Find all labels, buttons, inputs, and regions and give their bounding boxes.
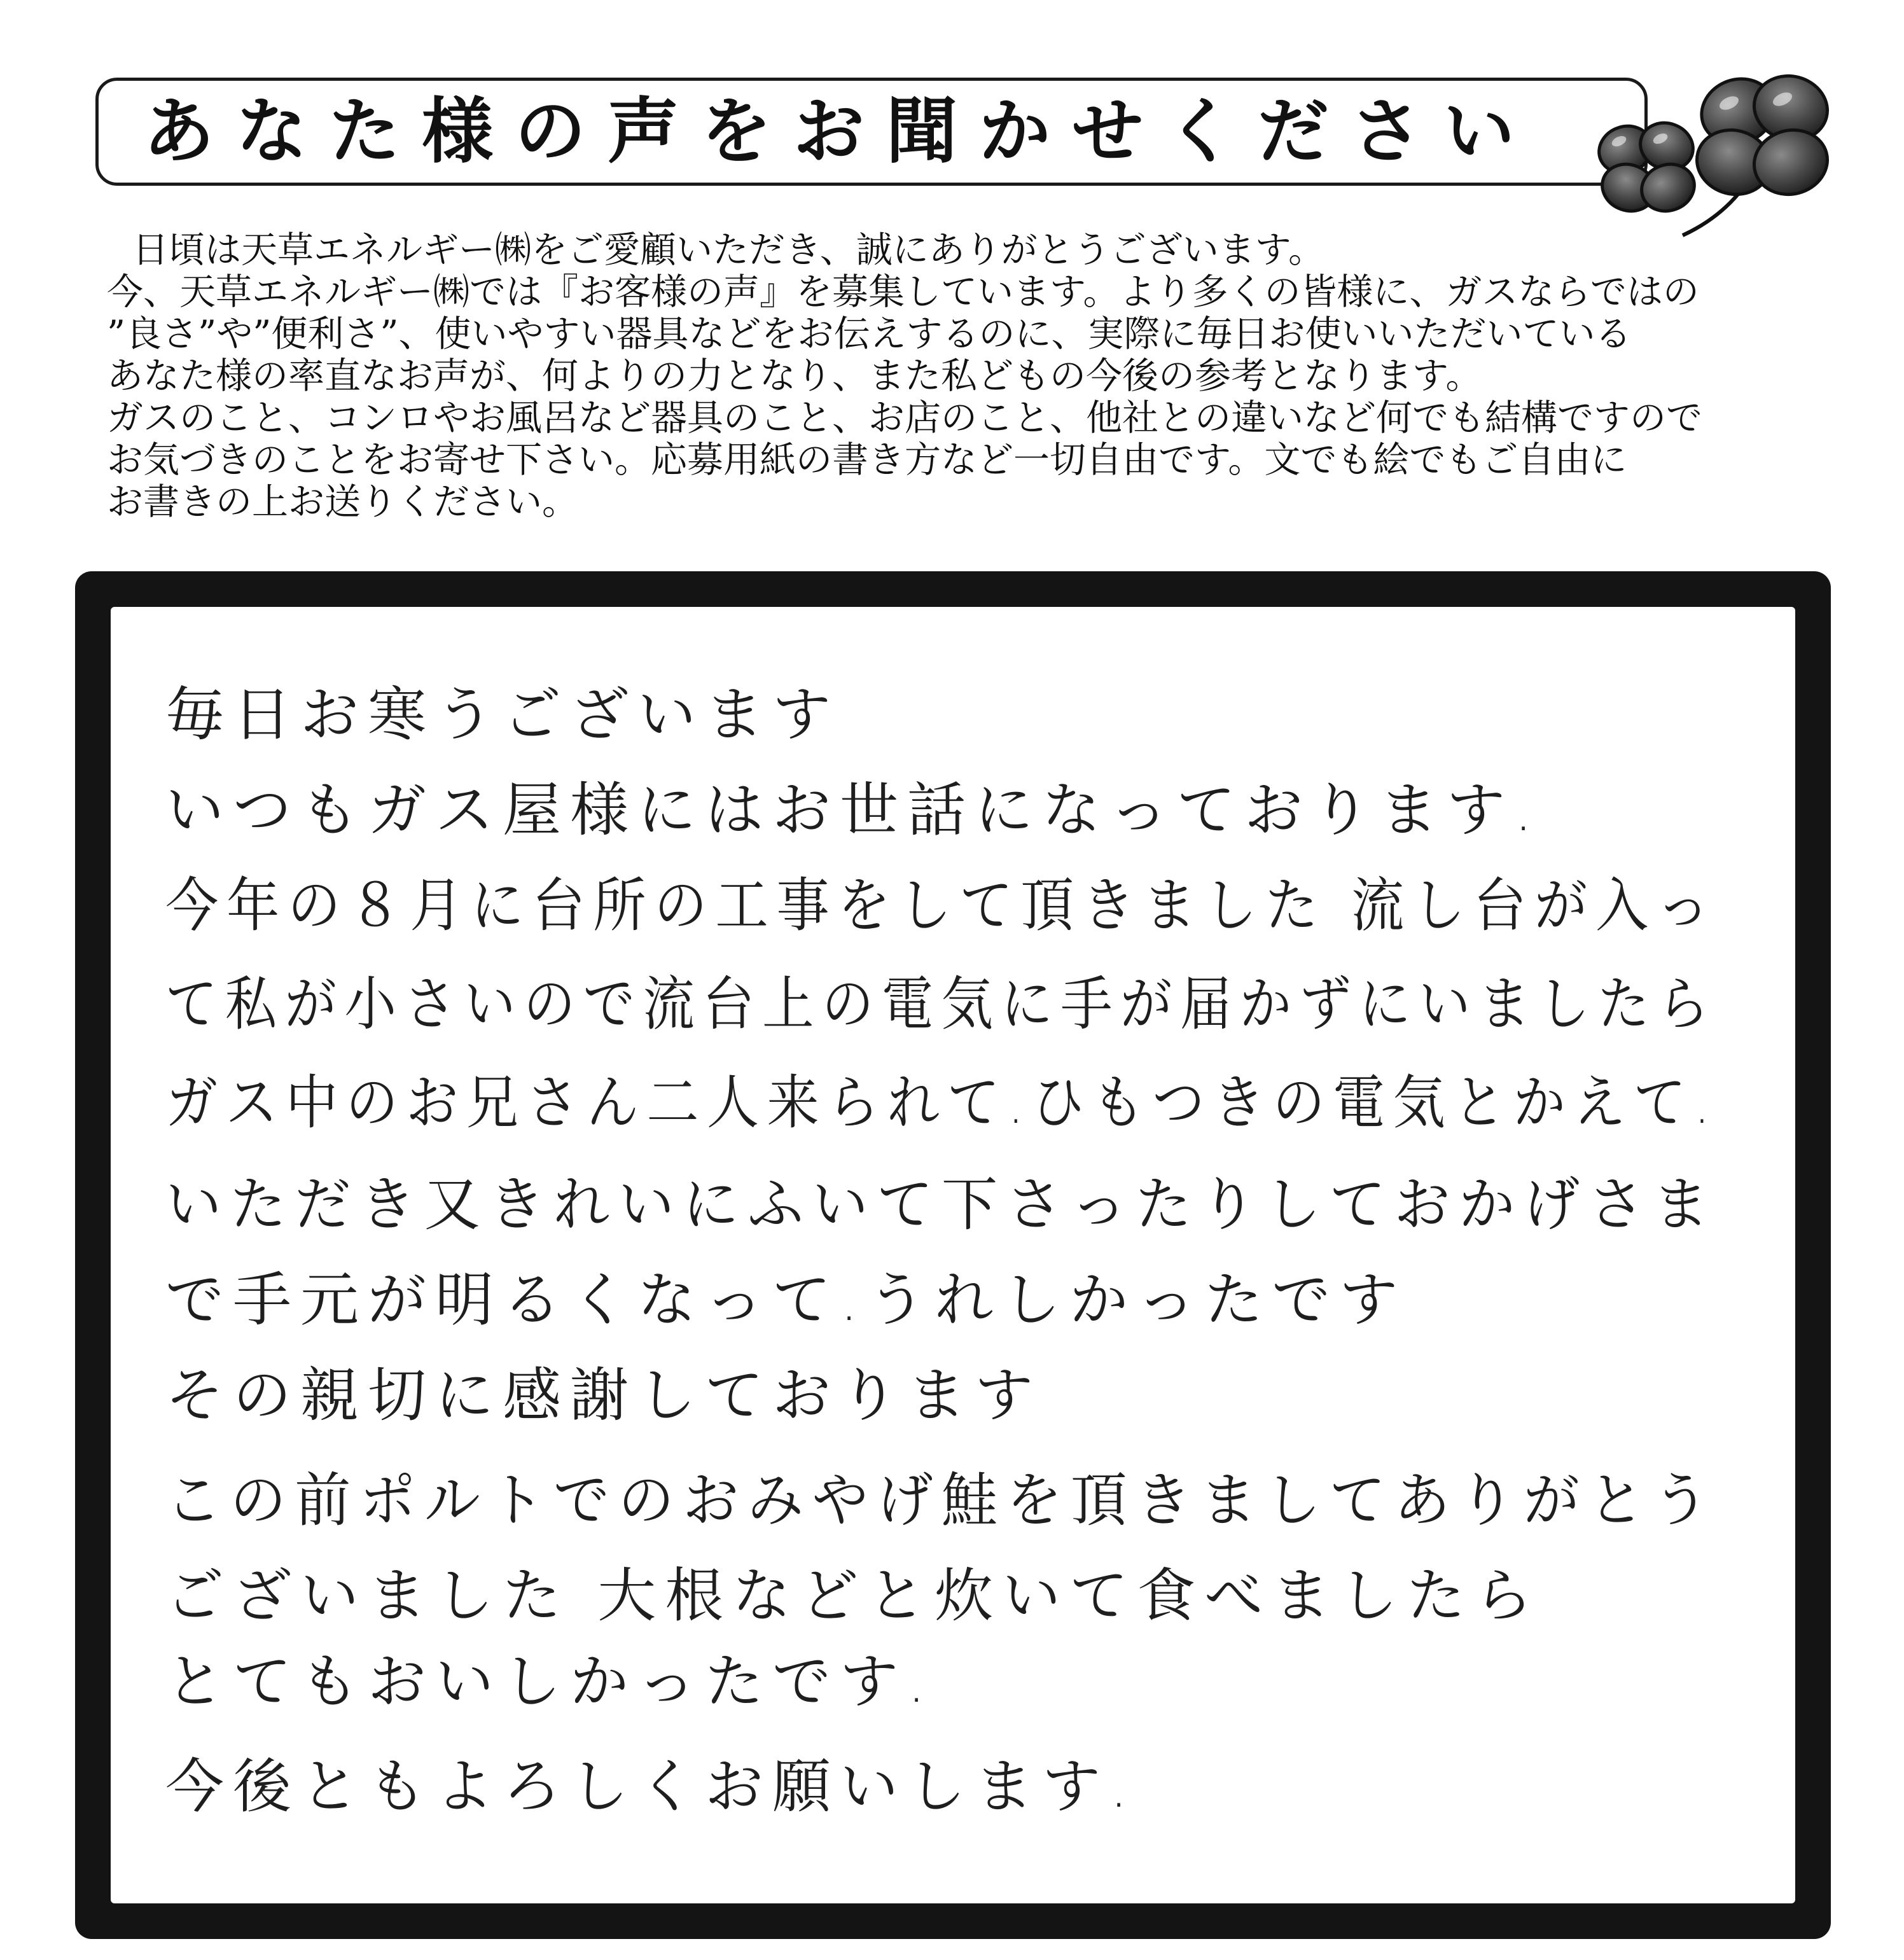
intro-line: 日頃は天草エネルギー㈱をご愛顧いただき、誠にありがとうございます。: [132, 229, 1325, 271]
letter-line: いただき又きれいにふいて下さったりしておかげさま: [165, 1171, 1718, 1239]
letter-line: この前ポルトでのおみやげ鮭を頂きましてありがとう: [165, 1466, 1718, 1534]
letter-line: 今後ともよろしくお願いします.: [165, 1753, 1137, 1821]
intro-line: 今、天草エネルギー㈱では『お客様の声』を募集しています。より多くの皆様に、ガスならではの: [107, 271, 1699, 313]
intro-line: ガスのこと、コンロやお風呂など器具のこと、お店のこと、他社との違いなど何でも結構ですので: [107, 397, 1702, 439]
clover-icon: [1571, 45, 1845, 254]
letter-line: て私が小さいので流台上の電気に手が届かずにいましたら: [165, 970, 1718, 1038]
letter-line: ございました 大根などと炊いて食べましたら: [165, 1562, 1542, 1630]
intro-line: ”良さ”や”便利さ”、使いやすい器具などをお伝えするのに、実際に毎日お使いいただいている: [107, 313, 1632, 355]
letter-line: その親切に感謝しております: [165, 1361, 1043, 1429]
intro-line: お書きの上お送りください。: [107, 481, 578, 523]
letter-line: ガス中のお兄さん二人来られて.ひもつきの電気とかえて.: [165, 1069, 1718, 1137]
letter-line: 毎日お寒うございます: [165, 681, 840, 749]
letter-line: いつもガス屋様にはお世話になっております.: [165, 776, 1542, 844]
page-title: あなた様の声をお聞かせください: [143, 90, 1536, 173]
letter-line: 今年の８月に台所の工事をして頂きました 流し台が入っ: [165, 872, 1718, 940]
intro-paragraph: [107, 229, 1824, 523]
letter-line: とてもおいしかったです.: [165, 1648, 935, 1716]
intro-line: お気づきのことをお寄せ下さい。応募用紙の書き方など一切自由です。文でも絵でもご自由に: [107, 439, 1627, 481]
letter-line: で手元が明るくなって.うれしかったです: [165, 1266, 1407, 1334]
intro-line: あなた様の率直なお声が、何よりの力となり、また私どもの今後の参考となります。: [107, 355, 1482, 397]
